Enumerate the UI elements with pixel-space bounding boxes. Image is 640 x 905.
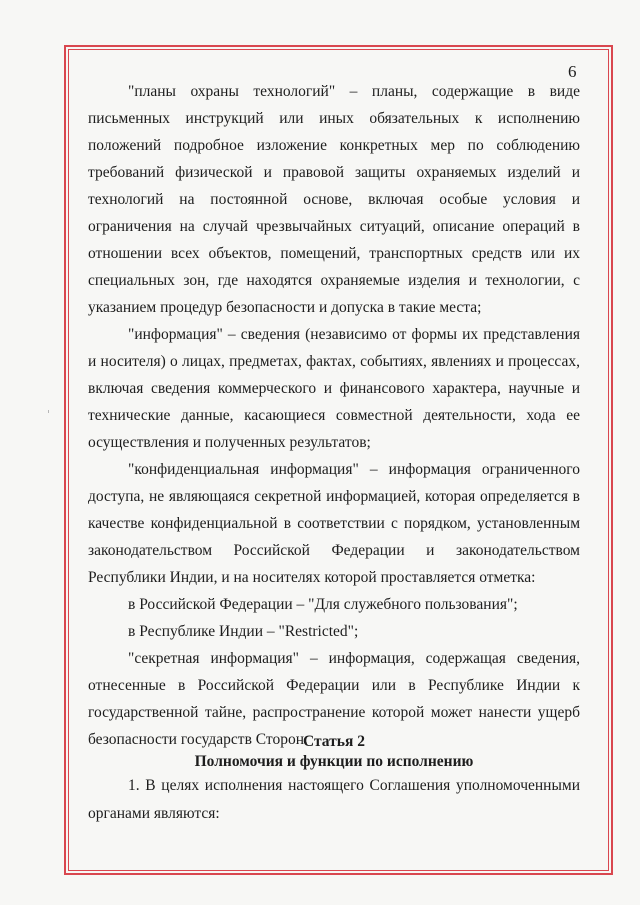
article-number: Статья 2 xyxy=(303,733,365,750)
article-title: Полномочия и функции по исполнению xyxy=(194,753,474,770)
marking-russia: в Российской Федерации – "Для служебного пользования"; xyxy=(128,596,518,613)
definition-paragraph-technology-security-plans: "планы охраны технологий" – планы, содержащие в виде письменных инструкций или иных обязательных к исполнению положений подробное изложение конкретных мер по соблюдению требований физической и правовой защиты охраняемых изделий и технологий на постоянной основе, включая особые условия и ограничения на случай чрезвычайных ситуаций, описание операций в отношении всех объектов, помещений, транспортных средств или их специальных зон, где находятся охраняемые изделия и технологии, с указанием процедур безопасности и допуска в такие места; xyxy=(88,83,580,316)
page-number: 6 xyxy=(568,62,577,81)
article-heading xyxy=(88,732,580,772)
definition-paragraph-information: "информация" – сведения (независимо от формы их представления и носителя) о лицах, предметах, фактах, событиях, явлениях и процессах, включая сведения коммерческого и финансового характера, научные и технические данные, касающиеся совместной деятельности, хода ее осуществления и полученных результатов; xyxy=(88,326,580,451)
article-first-paragraph: 1. В целях исполнения настоящего Соглашения уполномоченными органами являются: xyxy=(88,777,580,822)
document-body xyxy=(88,78,580,753)
definition-paragraph-secret-information: "секретная информация" – информация, содержащая сведения, отнесенные в Российской Федерации или в Республике Индии к государственной тайне, распространение которой может нанести ущерб безопасности государств Сторон. xyxy=(88,650,580,748)
article-body xyxy=(88,772,580,828)
definition-paragraph-confidential-information: "конфиденциальная информация" – информация ограниченного доступа, не являющаяся секретной информацией, которая определяется в качестве конфиденциальной в соответствии с порядком, установленным законодательством Российской Федерации и законодательством Республики Индии, и на носителях которой проставляется отметка: xyxy=(88,461,580,586)
marking-india: в Республике Индии – "Restricted"; xyxy=(128,623,359,640)
scan-mark xyxy=(48,410,49,413)
